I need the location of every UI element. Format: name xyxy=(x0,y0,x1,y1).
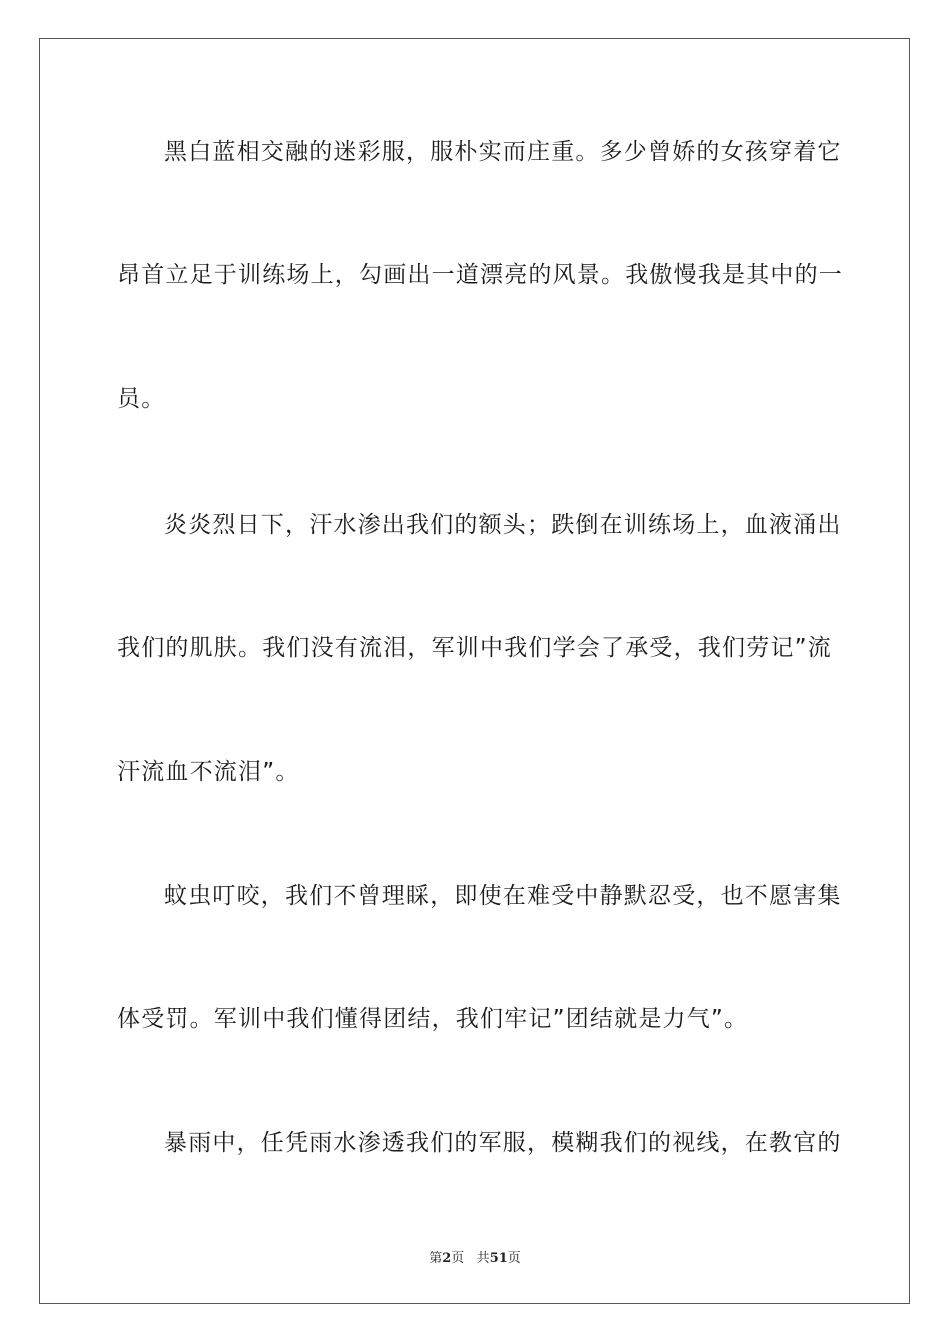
page-prefix: 第 xyxy=(429,1251,443,1266)
paragraph-2-line-3: 汗流血不流泪”。 xyxy=(117,759,300,785)
paragraph-1-line-3: 员。 xyxy=(117,386,166,412)
paragraph-2-line-2: 我们的肌肤。我们没有流泪，军训中我们学会了承受，我们劳记”流 xyxy=(117,635,832,661)
page-footer xyxy=(0,1247,950,1266)
total-suffix: 页 xyxy=(507,1251,521,1266)
page-suffix: 页 xyxy=(451,1251,465,1266)
total-pages: 51 xyxy=(489,1251,508,1266)
paragraph-1-line-2: 昂首立足于训练场上，勾画出一道漂亮的风景。我傲慢我是其中的一 xyxy=(117,262,843,288)
total-prefix: 共 xyxy=(476,1251,490,1266)
paragraph-1-line-1: 黑白蓝相交融的迷彩服，服朴实而庄重。多少曾娇的女孩穿着它 xyxy=(164,139,842,165)
page-number: 2 xyxy=(442,1251,452,1266)
paragraph-3-line-1: 蚊虫叮咬，我们不曾理睬，即使在难受中静默忍受，也不愿害集 xyxy=(164,883,842,909)
paragraph-4-line-1: 暴雨中，任凭雨水渗透我们的军服，模糊我们的视线，在教官的 xyxy=(164,1130,842,1156)
paragraph-2-line-1: 炎炎烈日下，汗水渗出我们的额头；跌倒在训练场上，血液涌出 xyxy=(164,512,842,538)
page-border xyxy=(39,38,910,1304)
paragraph-3-line-2: 体受罚。军训中我们懂得团结，我们牢记”团结就是力气”。 xyxy=(117,1006,749,1032)
